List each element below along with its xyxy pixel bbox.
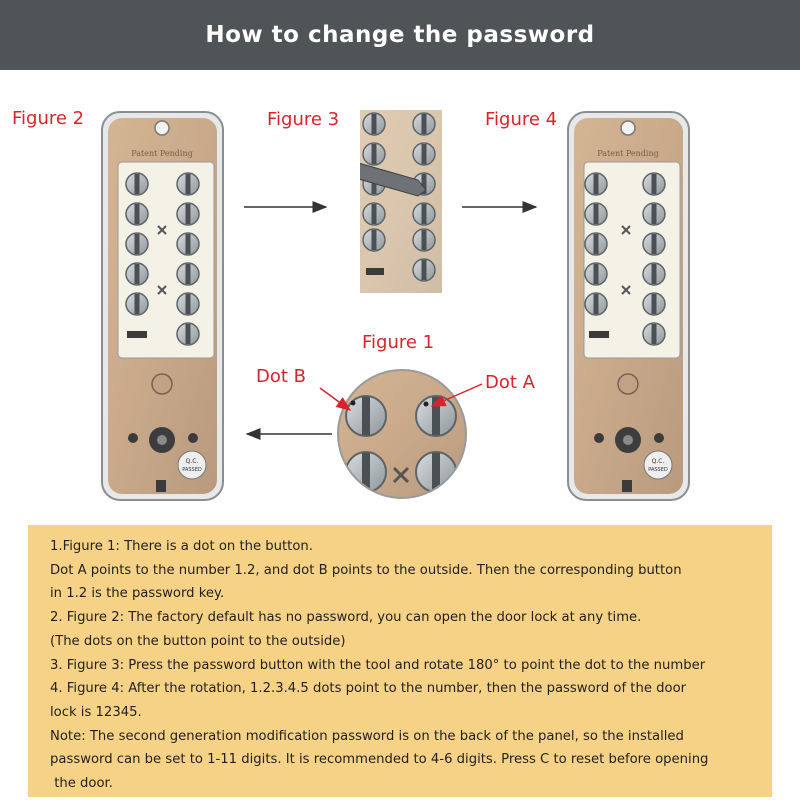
panel-brand-text: Patent Pending xyxy=(597,149,659,158)
figure-4-label: Figure 4 xyxy=(485,109,558,130)
dot-a-pointer xyxy=(432,384,482,406)
note-line: 4. Figure 4: After the rotation, 1.2.3.4.5 dots point to the number, then the password of the door xyxy=(50,681,687,697)
note-line: the door. xyxy=(50,776,113,792)
note-line: 2. Figure 2: The factory default has no password, you can open the door lock at any time. xyxy=(50,610,642,626)
panel-brand-text: Patent Pending xyxy=(131,149,193,158)
qc-badge-line1: Q.C. xyxy=(185,458,199,465)
figure-2-label: Figure 2 xyxy=(12,108,85,129)
dot-a-label: Dot A xyxy=(485,372,535,393)
note-line: 1.Figure 1: There is a dot on the button. xyxy=(50,539,313,554)
qc-badge-line1: Q.C. xyxy=(651,458,665,465)
qc-badge-line2: PASSED xyxy=(182,467,202,473)
qc-badge-line2: PASSED xyxy=(648,467,668,473)
figure-1-label: Figure 1 xyxy=(362,332,435,353)
note-line: (The dots on the button point to the outside) xyxy=(50,633,346,649)
figure-3-label: Figure 3 xyxy=(267,109,340,130)
note-line: Note: The second generation modification password is on the back of the panel, so the installed xyxy=(50,728,684,744)
note-line: lock is 12345. xyxy=(50,704,142,720)
note-line: Dot A points to the number 1.2, and dot B points to the outside. Then the corresponding button xyxy=(50,562,682,578)
note-line: password can be set to 1-11 digits. It is recommended to 4-6 digits. Press C to reset before opening xyxy=(50,752,709,768)
note-line: 3. Figure 3: Press the password button with the tool and rotate 180° to point the dot to the number xyxy=(50,657,706,673)
note-line: in 1.2 is the password key. xyxy=(50,586,225,602)
dot-b-label: Dot B xyxy=(256,366,307,387)
page-title: How to change the password xyxy=(205,22,595,48)
dot-b-pointer xyxy=(320,388,350,410)
instructions-box xyxy=(28,525,772,797)
